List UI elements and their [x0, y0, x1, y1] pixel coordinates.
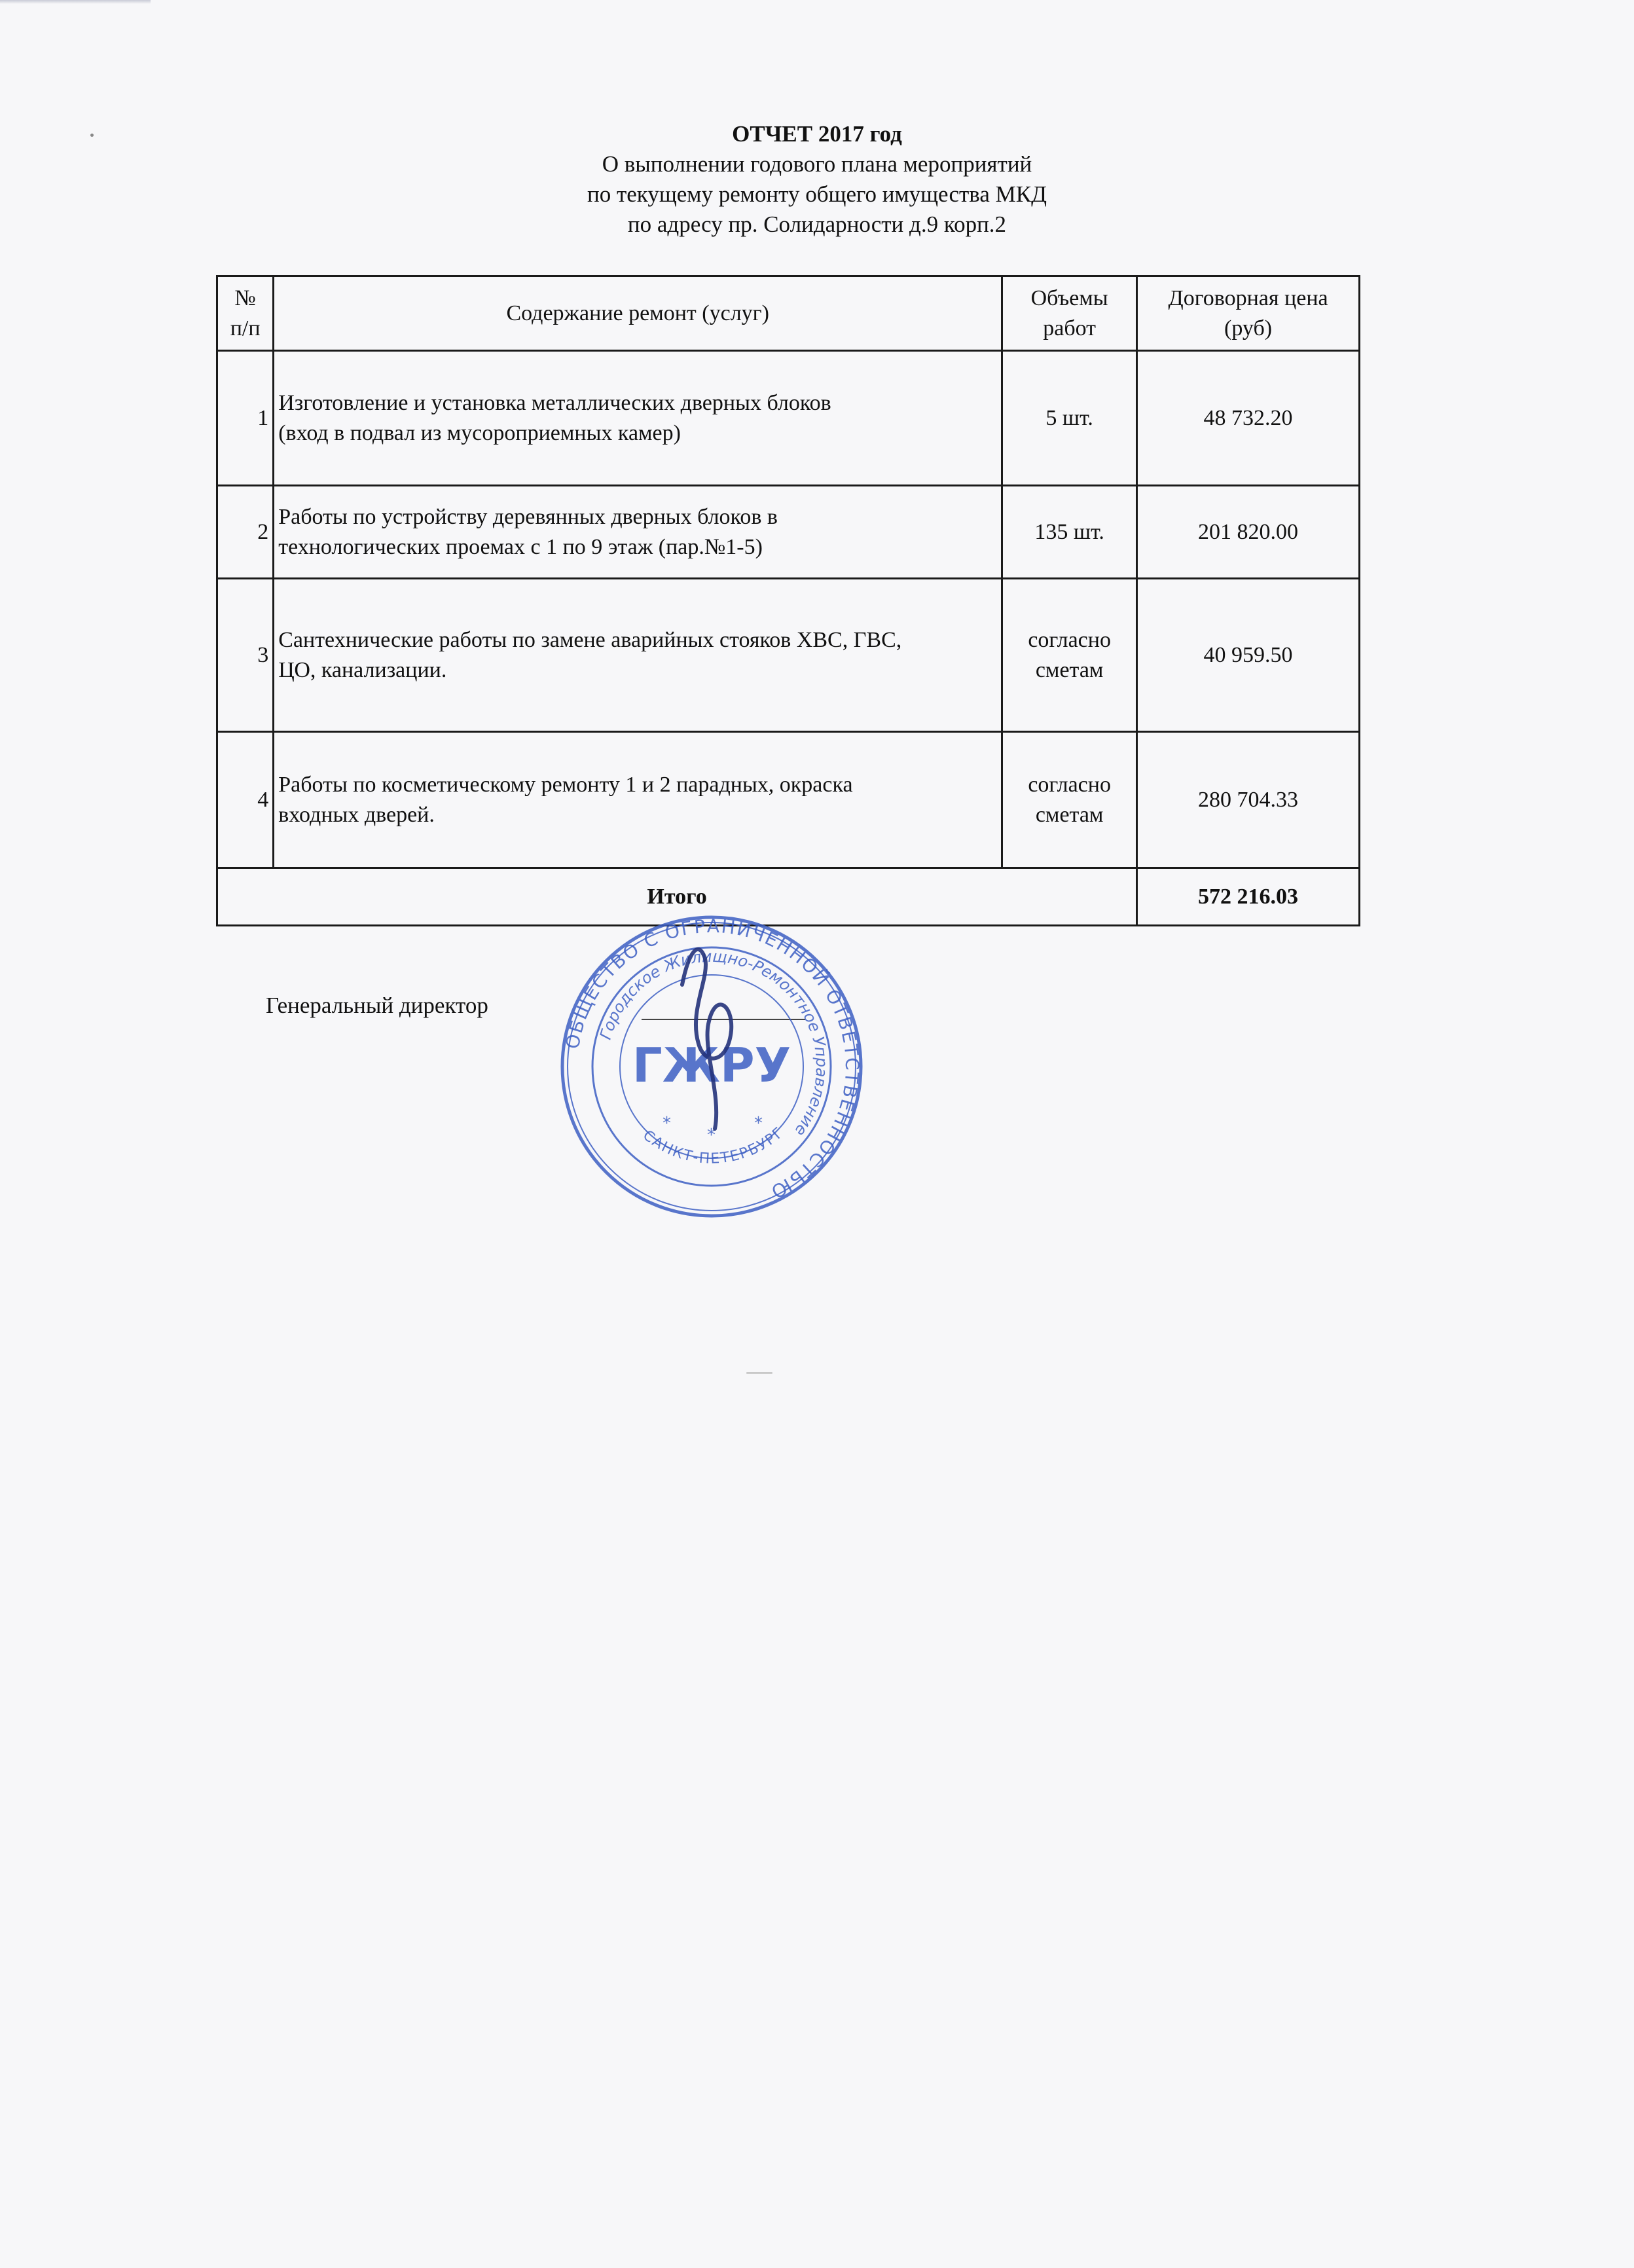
row-desc-line2: ЦО, канализации. [278, 657, 447, 682]
header-line-1: О выполнении годового плана мероприятий [602, 151, 1032, 177]
header-line-2: по текущему ремонту общего имущества МКД [587, 181, 1047, 207]
table-row [217, 579, 1360, 732]
row-desc [274, 732, 1002, 868]
header-num-line2: п/п [230, 316, 261, 340]
document-title: ОТЧЕТ 2017 год [732, 121, 902, 147]
row-desc [274, 579, 1002, 732]
header-num-line1: № [234, 285, 256, 310]
header-volume [1002, 276, 1137, 351]
row-desc-line1: Работы по устройству деревянных дверных блоков в [278, 504, 778, 529]
row-volume [1002, 732, 1137, 868]
row-desc-line2: входных дверей. [278, 802, 435, 827]
row-volume [1002, 579, 1137, 732]
total-label: Итого [217, 868, 1137, 926]
table-row [217, 351, 1360, 486]
row-volume-line1: 5 шт. [1045, 405, 1093, 430]
total-value: 572 216.03 [1137, 868, 1360, 926]
row-price: 48 732.20 [1137, 351, 1360, 486]
document-header [0, 119, 1634, 240]
row-desc-line1: Работы по косметическому ремонту 1 и 2 парадных, окраска [278, 772, 853, 797]
row-desc [274, 351, 1002, 486]
company-stamp [558, 913, 865, 1220]
row-desc-line2: (вход в подвал из мусороприемных камер) [278, 420, 681, 445]
table-header-row [217, 276, 1360, 351]
row-volume-line2: сметам [1035, 657, 1104, 682]
stamp-star: * [707, 1125, 716, 1145]
row-desc-line1: Изготовление и установка металлических дверных блоков [278, 390, 831, 415]
header-volume-line1: Объемы [1030, 285, 1108, 310]
stamp-star: * [754, 1114, 763, 1133]
row-num: 2 [217, 486, 274, 579]
row-volume [1002, 486, 1137, 579]
row-price: 280 704.33 [1137, 732, 1360, 868]
row-volume [1002, 351, 1137, 486]
signer-position: Генеральный директор [266, 993, 488, 1018]
row-volume-line1: 135 шт. [1034, 519, 1104, 544]
stamp-city-text: САНКТ-ПЕТЕРБУРГ [640, 1124, 788, 1167]
header-num [217, 276, 274, 351]
row-volume-line2: сметам [1035, 802, 1104, 827]
table-row [217, 486, 1360, 579]
scan-edge-artifact [0, 0, 151, 4]
row-desc-line1: Сантехнические работы по замене аварийных стояков ХВС, ГВС, [278, 627, 902, 652]
table-row [217, 732, 1360, 868]
header-volume-line2: работ [1043, 316, 1097, 340]
row-price: 40 959.50 [1137, 579, 1360, 732]
header-price-line2: (руб) [1224, 316, 1273, 340]
header-desc: Содержание ремонт (услуг) [274, 276, 1002, 351]
row-desc-line2: технологических проемах с 1 по 9 этаж (пар.№1-5) [278, 534, 763, 559]
row-volume-line1: согласно [1028, 772, 1111, 797]
row-num: 1 [217, 351, 274, 486]
row-price: 201 820.00 [1137, 486, 1360, 579]
stamp-star: * [663, 1114, 671, 1133]
stamp-inner-text: Городское Жилищно-Ремонтное Управление [596, 947, 831, 1140]
scan-speck [746, 1372, 772, 1374]
row-desc [274, 486, 1002, 579]
stamp-center-text: ГЖРУ [632, 1038, 791, 1093]
header-price [1137, 276, 1360, 351]
row-num: 4 [217, 732, 274, 868]
stamp-outer-text: ОБЩЕСТВО С ОГРАНИЧЕННОЙ ОТВЕТСТВЕННОСТЬЮ [561, 915, 863, 1203]
report-table [216, 275, 1360, 926]
header-line-3: по адресу пр. Солидарности д.9 корп.2 [627, 211, 1007, 237]
row-volume-line1: согласно [1028, 627, 1111, 652]
header-price-line1: Договорная цена [1168, 285, 1328, 310]
row-num: 3 [217, 579, 274, 732]
